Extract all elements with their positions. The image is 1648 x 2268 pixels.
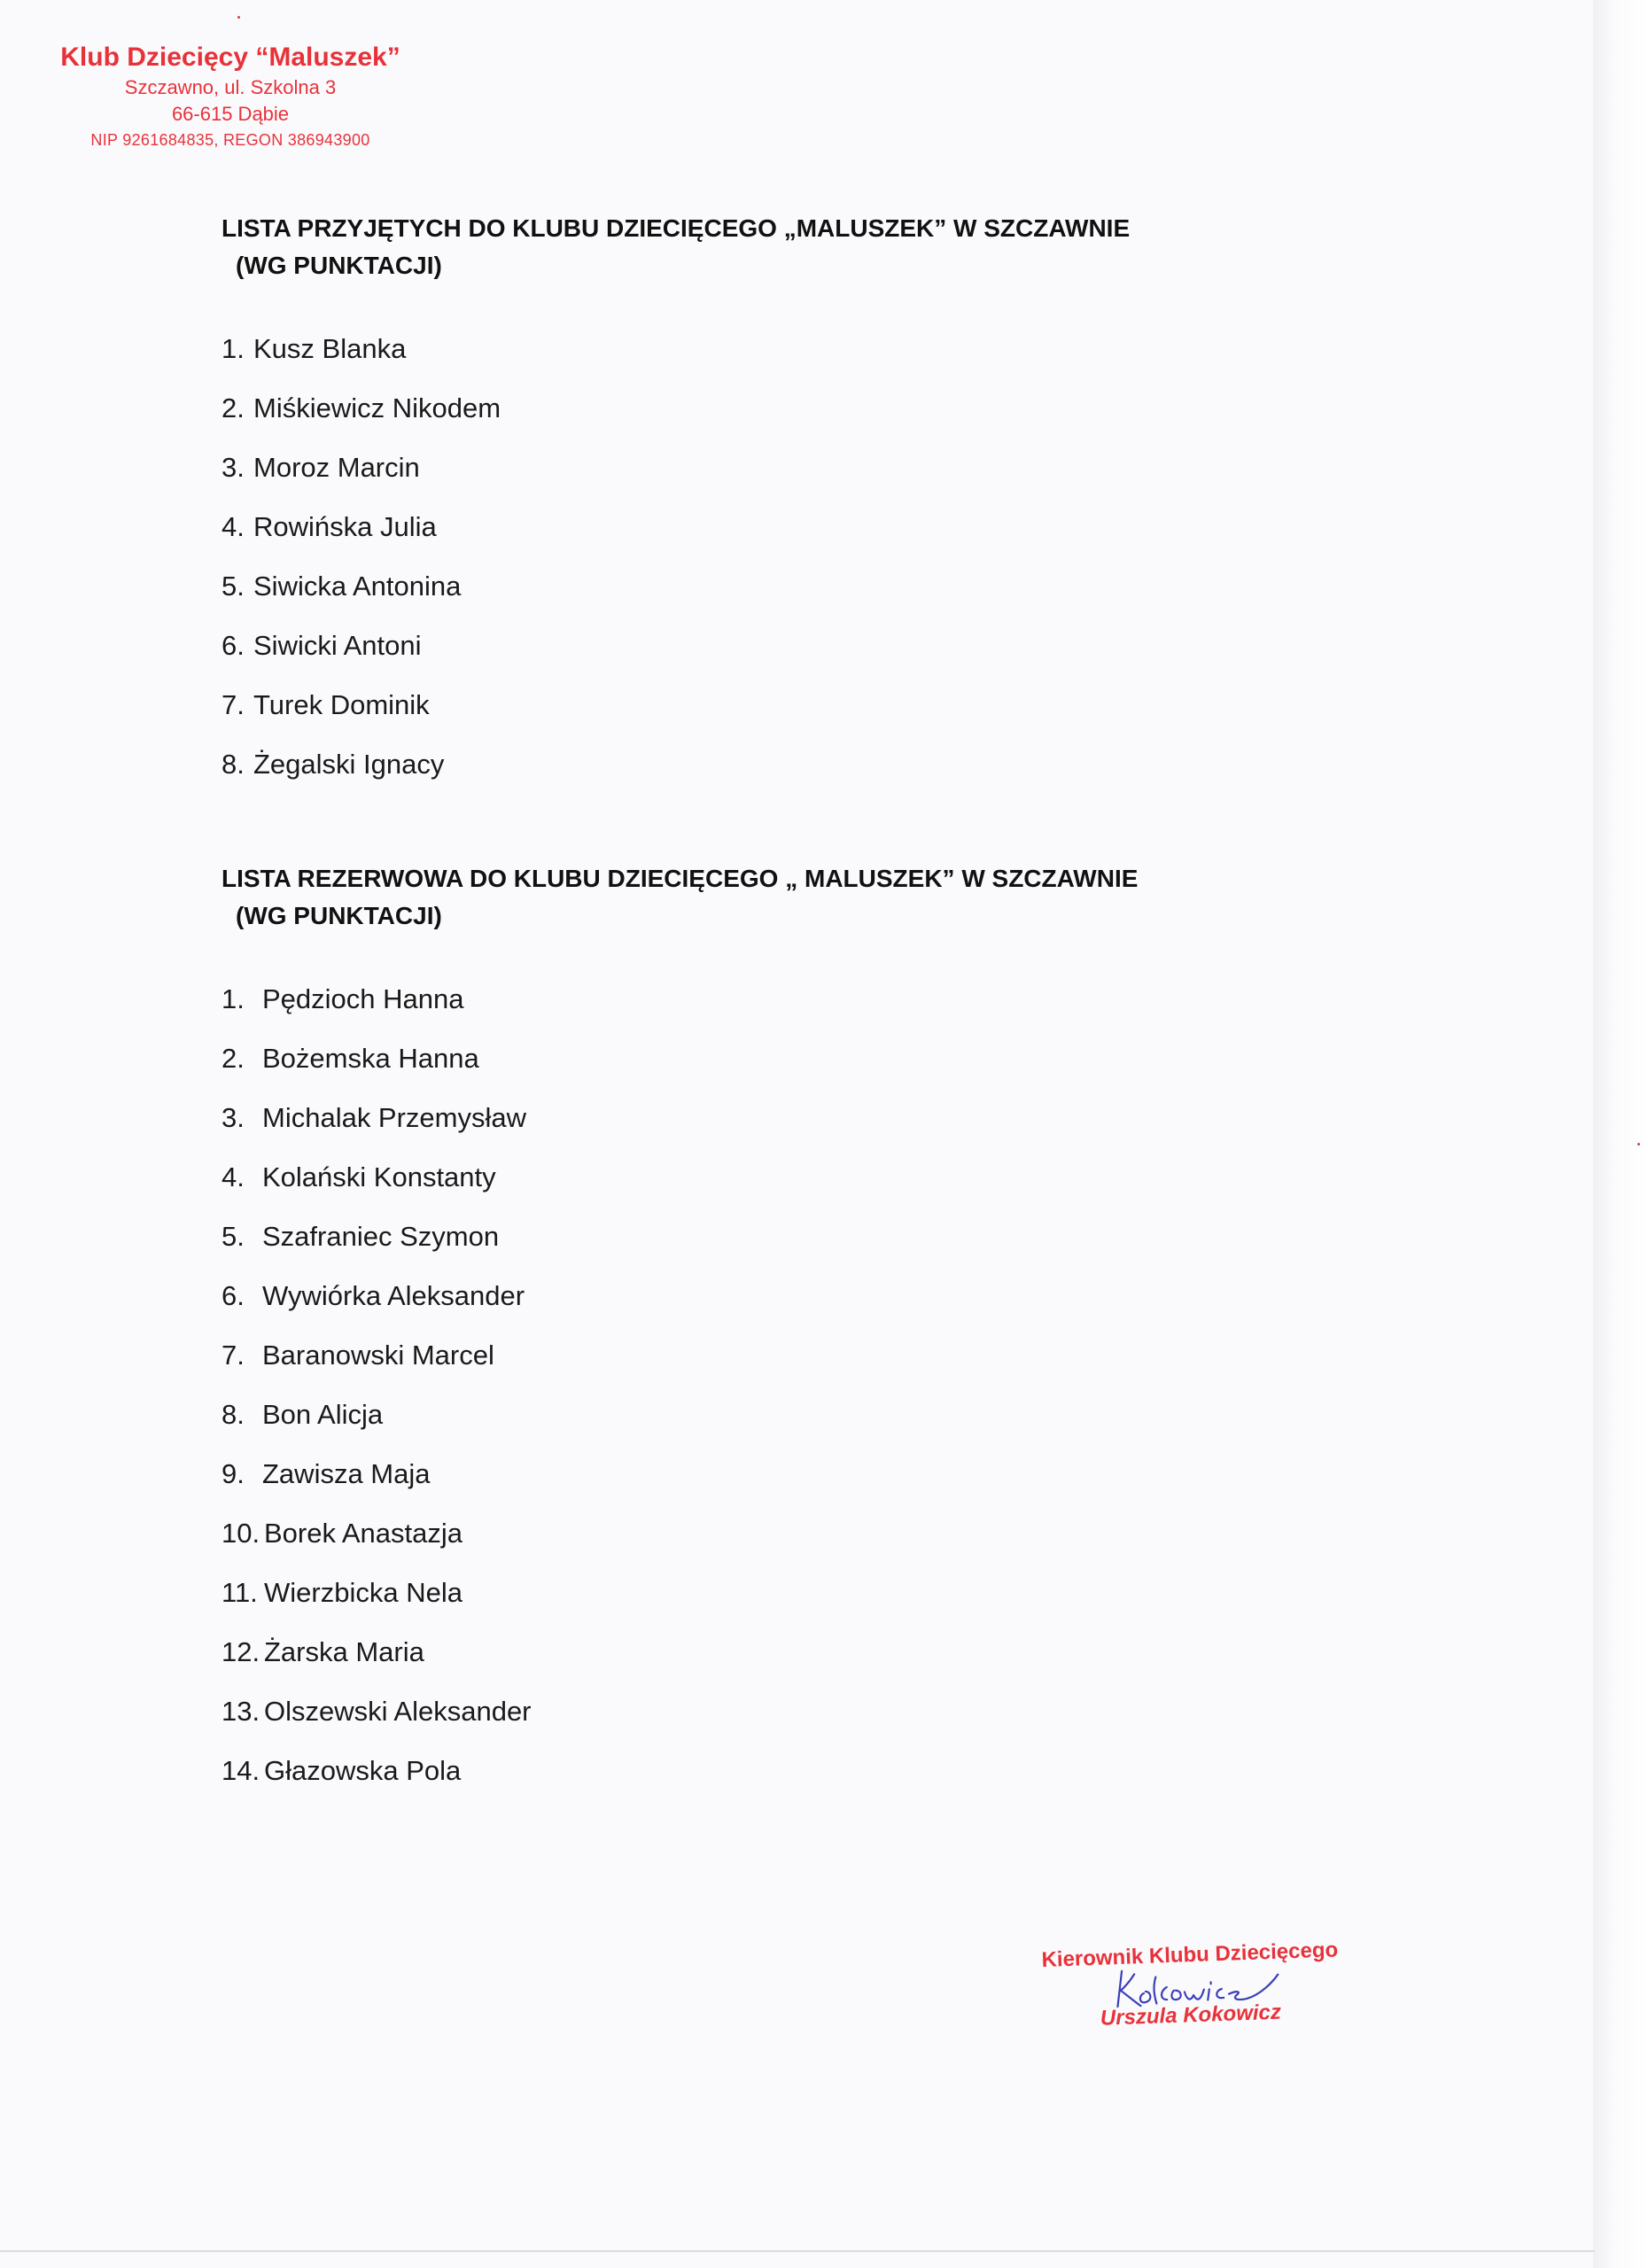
list-item — [222, 734, 501, 794]
reserve-heading-line2: (WG PUNKTACJI) — [236, 902, 442, 929]
list-item-number: 4. — [222, 511, 245, 542]
list-item-number: 10. — [222, 1518, 260, 1549]
list-item — [222, 1444, 532, 1503]
list-item — [222, 1503, 532, 1563]
list-item-name: Michalak Przemysław — [262, 1102, 527, 1133]
list-item-name: Siwicka Antonina — [253, 571, 462, 602]
list-item — [222, 1266, 532, 1325]
list-item — [222, 1741, 532, 1800]
list-item-number: 13. — [222, 1696, 260, 1727]
list-item-number: 12. — [222, 1636, 260, 1667]
list-item — [222, 1622, 532, 1682]
list-item-name: Olszewski Aleksander — [264, 1696, 532, 1727]
list-item-name: Wierzbicka Nela — [264, 1577, 463, 1608]
list-item-number: 1. — [222, 983, 245, 1014]
list-item — [222, 497, 501, 556]
list-item-number: 2. — [222, 1043, 245, 1074]
list-item-name: Kolański Konstanty — [262, 1161, 496, 1192]
list-item-number: 1. — [222, 333, 245, 364]
list-item — [222, 1029, 532, 1088]
list-item-number: 4. — [222, 1161, 245, 1192]
list-item-name: Miśkiewicz Nikodem — [253, 392, 501, 423]
list-item — [222, 1207, 532, 1266]
list-item-name: Pędzioch Hanna — [262, 983, 464, 1014]
list-item-number: 14. — [222, 1755, 260, 1786]
list-item-name: Rowińska Julia — [253, 511, 437, 542]
accepted-list — [222, 319, 501, 794]
list-item-name: Żegalski Ignacy — [253, 749, 445, 780]
director-stamp — [1041, 1935, 1343, 2031]
list-item-number: 2. — [222, 392, 245, 423]
page-bottom-edge — [0, 2250, 1595, 2252]
list-item — [222, 616, 501, 675]
list-item-name: Żarska Maria — [264, 1636, 424, 1667]
list-item — [222, 556, 501, 616]
club-name: Klub Dziecięcy “Maluszek” — [60, 43, 400, 72]
list-item-name: Moroz Marcin — [253, 452, 420, 483]
director-title: Kierownik Klubu Dziecięcego — [1041, 1938, 1339, 1972]
list-item — [222, 319, 501, 378]
list-item-number: 7. — [222, 1340, 245, 1371]
list-item — [222, 1325, 532, 1385]
club-tax-ids: NIP 9261684835, REGON 386943900 — [90, 131, 370, 149]
list-item-name: Siwicki Antoni — [253, 630, 422, 661]
list-item-name: Szafraniec Szymon — [262, 1221, 500, 1252]
list-item — [222, 1563, 532, 1622]
list-item — [222, 1088, 532, 1147]
list-item-number: 9. — [222, 1458, 245, 1489]
scan-speck — [237, 16, 240, 19]
reserve-list-heading — [222, 860, 1373, 935]
list-item-number: 8. — [222, 1399, 245, 1430]
list-item-name: Bon Alicja — [262, 1399, 384, 1430]
accepted-heading-line2: (WG PUNKTACJI) — [236, 252, 442, 279]
list-item-name: Wywiórka Aleksander — [262, 1280, 525, 1311]
list-item-number: 3. — [222, 1102, 245, 1133]
list-item-number: 8. — [222, 749, 245, 780]
list-item — [222, 1385, 532, 1444]
list-item-name: Borek Anastazja — [264, 1518, 463, 1549]
list-item-name: Głazowska Pola — [264, 1755, 462, 1786]
club-stamp — [35, 41, 425, 152]
list-item — [222, 969, 532, 1029]
list-item-number: 6. — [222, 1280, 245, 1311]
list-item-name: Baranowski Marcel — [262, 1340, 494, 1371]
accepted-heading-line1: LISTA PRZYJĘTYCH DO KLUBU DZIECIĘCEGO „MALUSZEK” W SZCZAWNIE — [222, 214, 1131, 242]
list-item — [222, 378, 501, 438]
list-item-number: 3. — [222, 452, 245, 483]
accepted-list-heading — [222, 210, 1373, 284]
reserve-heading-line1: LISTA REZERWOWA DO KLUBU DZIECIĘCEGO „ MALUSZEK” W SZCZAWNIE — [222, 865, 1139, 892]
reserve-list — [222, 969, 532, 1800]
club-address-street: Szczawno, ul. Szkolna 3 — [124, 76, 337, 98]
list-item-number: 5. — [222, 571, 245, 602]
scan-edge — [1593, 0, 1648, 2268]
list-item-name: Kusz Blanka — [253, 333, 407, 364]
list-item-number: 7. — [222, 689, 245, 720]
list-item-name: Bożemska Hanna — [262, 1043, 479, 1074]
list-item-name: Zawisza Maja — [262, 1458, 431, 1489]
club-address-postal: 66-615 Dąbie — [171, 103, 290, 125]
director-name: Urszula Kokowicz — [1100, 2000, 1282, 2031]
list-item-number: 5. — [222, 1221, 245, 1252]
list-item-name: Turek Dominik — [253, 689, 430, 720]
list-item — [222, 1147, 532, 1207]
list-item — [222, 675, 501, 734]
list-item — [222, 438, 501, 497]
list-item-number: 11. — [222, 1577, 258, 1608]
scan-speck — [1637, 1143, 1640, 1146]
list-item — [222, 1682, 532, 1741]
list-item-number: 6. — [222, 630, 245, 661]
